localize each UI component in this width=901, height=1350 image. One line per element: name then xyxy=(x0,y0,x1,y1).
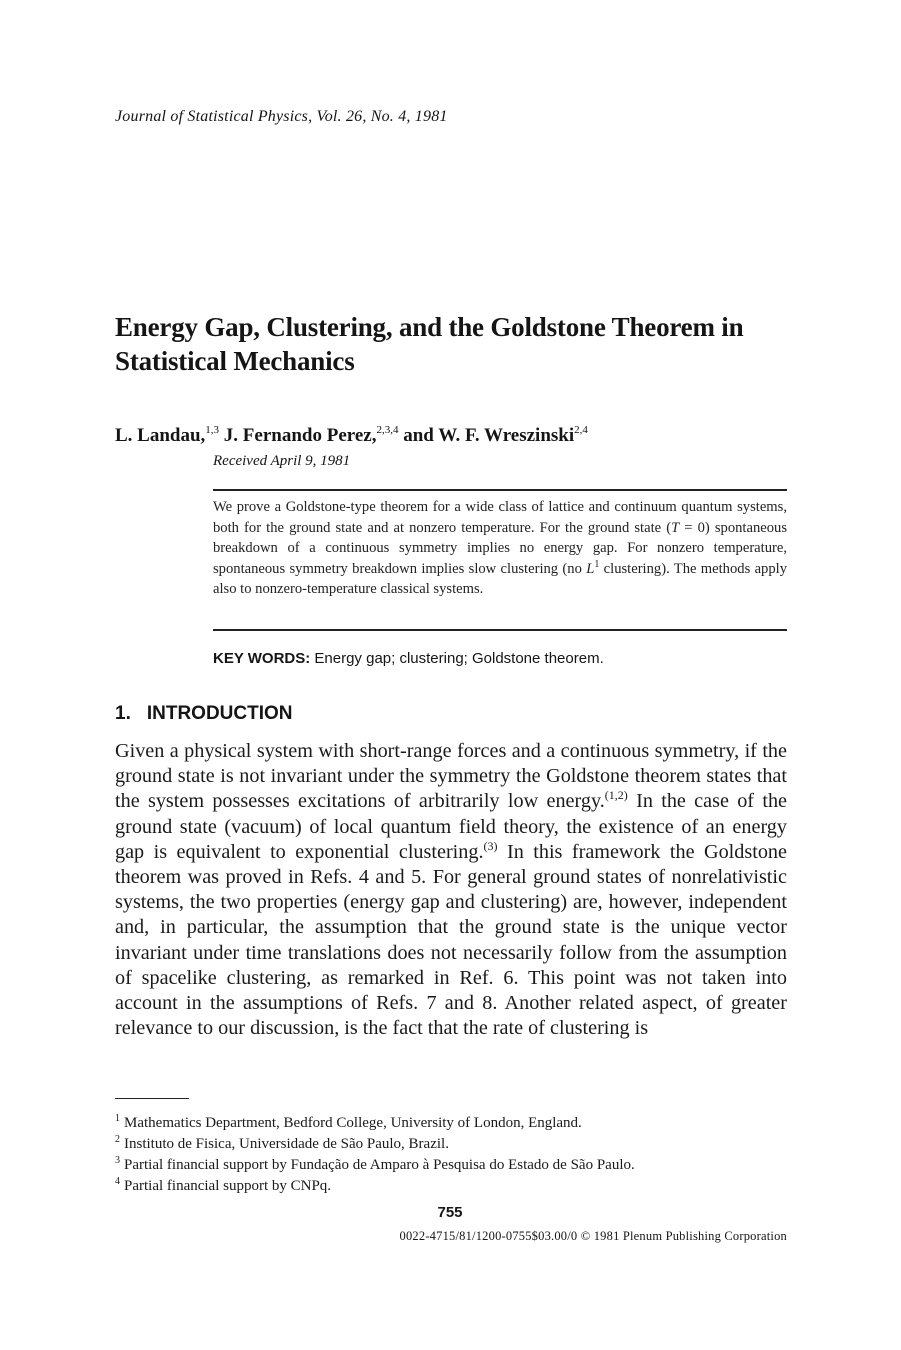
citation-ref: (3) xyxy=(483,838,498,853)
abstract-bottom-rule xyxy=(213,629,787,631)
footnote-text: Partial financial support by CNPq. xyxy=(124,1178,332,1194)
footnote xyxy=(115,1113,635,1134)
author-name: L. Landau, xyxy=(115,425,206,446)
paper-title xyxy=(115,310,805,378)
paper-title-line-1: Energy Gap, Clustering, and the Goldstone Theorem in xyxy=(115,312,744,342)
received-date: Received April 9, 1981 xyxy=(213,453,351,469)
footnote-mark: 3 xyxy=(115,1155,120,1166)
footnote xyxy=(115,1155,635,1176)
author-affiliation: 2,3,4 xyxy=(376,424,399,436)
author-affiliation: 2,4 xyxy=(574,424,588,436)
section-number: 1. xyxy=(115,703,131,724)
journal-citation: Journal of Statistical Physics, Vol. 26, No. 4, 1981 xyxy=(115,108,448,125)
paper-title-line-2: Statistical Mechanics xyxy=(115,346,355,376)
author-name: and W. F. Wreszinski xyxy=(403,425,575,446)
body-text: Given a physical system with short-range forces and a continuous symmetry, if the ground state is not invariant under the symmetry the Goldstone theorem states that the system possesses excitations of arbitrarily low energy. xyxy=(115,740,787,813)
abstract-top-rule xyxy=(213,489,787,491)
abstract-text: = 0) spontaneous breakdown of a continuous symmetry implies no energy gap. For nonzero temperature, spontaneous symmetry breakdown implies slow clustering (no xyxy=(213,519,787,577)
footnote-text: Instituto de Fisica, Universidade de São Paulo, Brazil. xyxy=(124,1136,449,1152)
citation-ref: (1,2) xyxy=(604,788,628,803)
page-number: 755 xyxy=(437,1204,463,1221)
abstract xyxy=(213,497,787,600)
footnote-mark: 4 xyxy=(115,1176,120,1187)
section-title: INTRODUCTION xyxy=(146,703,293,724)
keywords-text: Energy gap; clustering; Goldstone theorem. xyxy=(310,650,604,667)
abstract-text: We prove a Goldstone-type theorem for a wide class of lattice and continuum quantum systems, both for the ground state and at nonzero temperature. For the ground state ( xyxy=(213,499,787,536)
abstract-text: clustering). The methods apply also to nonzero-temperature classical systems. xyxy=(213,560,788,597)
footnote-text: Partial financial support by Fundação de Amparo à Pesquisa do Estado de São Paulo. xyxy=(124,1157,635,1173)
footnote-rule xyxy=(115,1098,189,1099)
footnotes xyxy=(115,1113,635,1197)
body-text: In this framework the Goldstone theorem was proved in Refs. 4 and 5. For general ground states of nonrelativistic systems, the two properties (energy gap and clustering) are, however, independent and, in particular, the assumption that the ground state is the unique vector invariant under time translations does not necessarily follow from the assumption of spacelike clustering, as remarked in Ref. 6. This point was not taken into account in the assumptions of Refs. 7 and 8. Another related aspect, of greater relevance to our discussion, is the fact that the rate of clustering is xyxy=(115,840,787,1040)
author-affiliation: 1,3 xyxy=(205,424,220,436)
math-symbol: T xyxy=(671,519,680,536)
footnote-mark: 2 xyxy=(115,1134,120,1145)
footnote xyxy=(115,1176,635,1197)
math-superscript: 1 xyxy=(594,558,600,570)
author-list xyxy=(115,425,588,447)
footnote-text: Mathematics Department, Bedford College, University of London, England. xyxy=(124,1115,582,1131)
body-text: In the case of the ground state (vacuum) of local quantum field theory, the existence of an energy gap is equivalent to exponential clustering. xyxy=(115,790,787,863)
keywords xyxy=(213,650,604,667)
introduction-paragraph xyxy=(115,739,787,1041)
keywords-label: KEY WORDS: xyxy=(213,650,311,667)
author-name: J. Fernando Perez, xyxy=(223,425,377,446)
section-heading xyxy=(115,703,293,725)
footnote-mark: 1 xyxy=(115,1113,120,1124)
math-symbol: L xyxy=(586,560,595,577)
publisher-line: 0022-4715/81/1200-0755$03.00/0 © 1981 Plenum Publishing Corporation xyxy=(399,1229,787,1243)
footnote xyxy=(115,1134,635,1155)
